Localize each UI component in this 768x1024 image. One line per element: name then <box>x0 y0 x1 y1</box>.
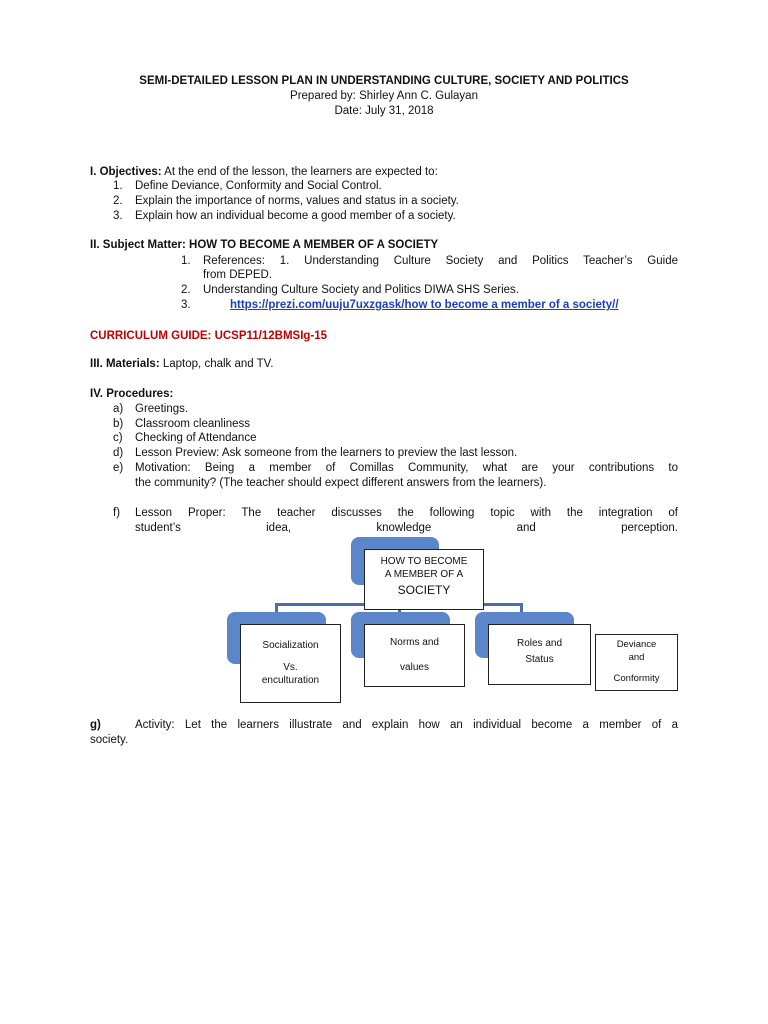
objectives-heading: I. Objectives: <box>90 166 162 178</box>
objectives-line <box>90 165 438 180</box>
procedure-motivation-line1: Motivation: Being a member of Comillas Community, what are your contributions to <box>135 462 678 474</box>
materials-heading: III. Materials: <box>90 358 160 370</box>
objective-item: 2. Explain the importance of norms, values and status in a society. <box>113 195 459 207</box>
procedures-heading: IV. Procedures: <box>90 388 174 400</box>
materials-text: Laptop, chalk and TV. <box>162 358 274 370</box>
root-node: HOW TO BECOME A MEMBER OF A SOCIETY <box>364 549 484 610</box>
socialization-node: Socialization Vs. enculturation <box>240 624 341 703</box>
ref-number: 1. <box>181 255 191 267</box>
curriculum-guide: CURRICULUM GUIDE: UCSP11/12BMSIg-15 <box>90 330 328 342</box>
procedure-item: c) Checking of Attendance <box>113 432 257 444</box>
objective-item: 1. Define Deviance, Conformity and Social Control. <box>113 180 382 192</box>
prepared-by: Prepared by: Shirley Ann C. Gulayan <box>290 90 478 102</box>
reference-1-line2: from DEPED. <box>203 269 273 281</box>
procedure-item: a) Greetings. <box>113 403 189 415</box>
procedure-lesson-proper-line1: Lesson Proper: The teacher discusses the following topic with the integration of <box>135 507 678 519</box>
document-title: SEMI-DETAILED LESSON PLAN IN UNDERSTANDING CULTURE, SOCIETY AND POLITICS <box>139 75 629 87</box>
roles-node: Roles and Status <box>488 624 591 685</box>
activity-line2: society. <box>90 734 129 746</box>
ref-number: 3. <box>181 299 191 311</box>
procedure-label: f) <box>113 507 121 519</box>
procedure-motivation-line2: the community? (The teacher should expect different answers from the learners). <box>135 477 547 489</box>
deviance-node: Deviance and Conformity <box>595 634 678 691</box>
objectives-intro: At the end of the lesson, the learners are expected to: <box>164 166 438 178</box>
procedure-item: d) Lesson Preview: Ask someone from the learners to preview the last lesson. <box>113 447 518 459</box>
activity-line1: Activity: Let the learners illustrate and explain how an individual become a member of a <box>135 719 678 731</box>
materials-line <box>90 357 274 372</box>
procedure-item: b) Classroom cleanliness <box>113 418 251 430</box>
reference-2: Understanding Culture Society and Politics DIWA SHS Series. <box>203 284 519 296</box>
objective-item: 3. Explain how an individual become a good member of a society. <box>113 210 456 222</box>
norms-node: Norms and values <box>364 624 465 687</box>
procedure-label: e) <box>113 462 124 474</box>
subject-matter-heading: II. Subject Matter: HOW TO BECOME A MEMBER OF A SOCIETY <box>90 239 439 251</box>
reference-1-line1: References: 1. Understanding Culture Society and Politics Teacher’s Guide <box>203 255 678 267</box>
reference-3-link[interactable]: https://prezi.com/uuju7uxzgask/how to become a member of a society// <box>230 299 619 311</box>
ref-number: 2. <box>181 284 191 296</box>
procedure-lesson-proper-line2: student’s idea, knowledge and perception. <box>135 522 678 534</box>
date: Date: July 31, 2018 <box>334 105 434 117</box>
activity-label: g) <box>90 719 101 731</box>
